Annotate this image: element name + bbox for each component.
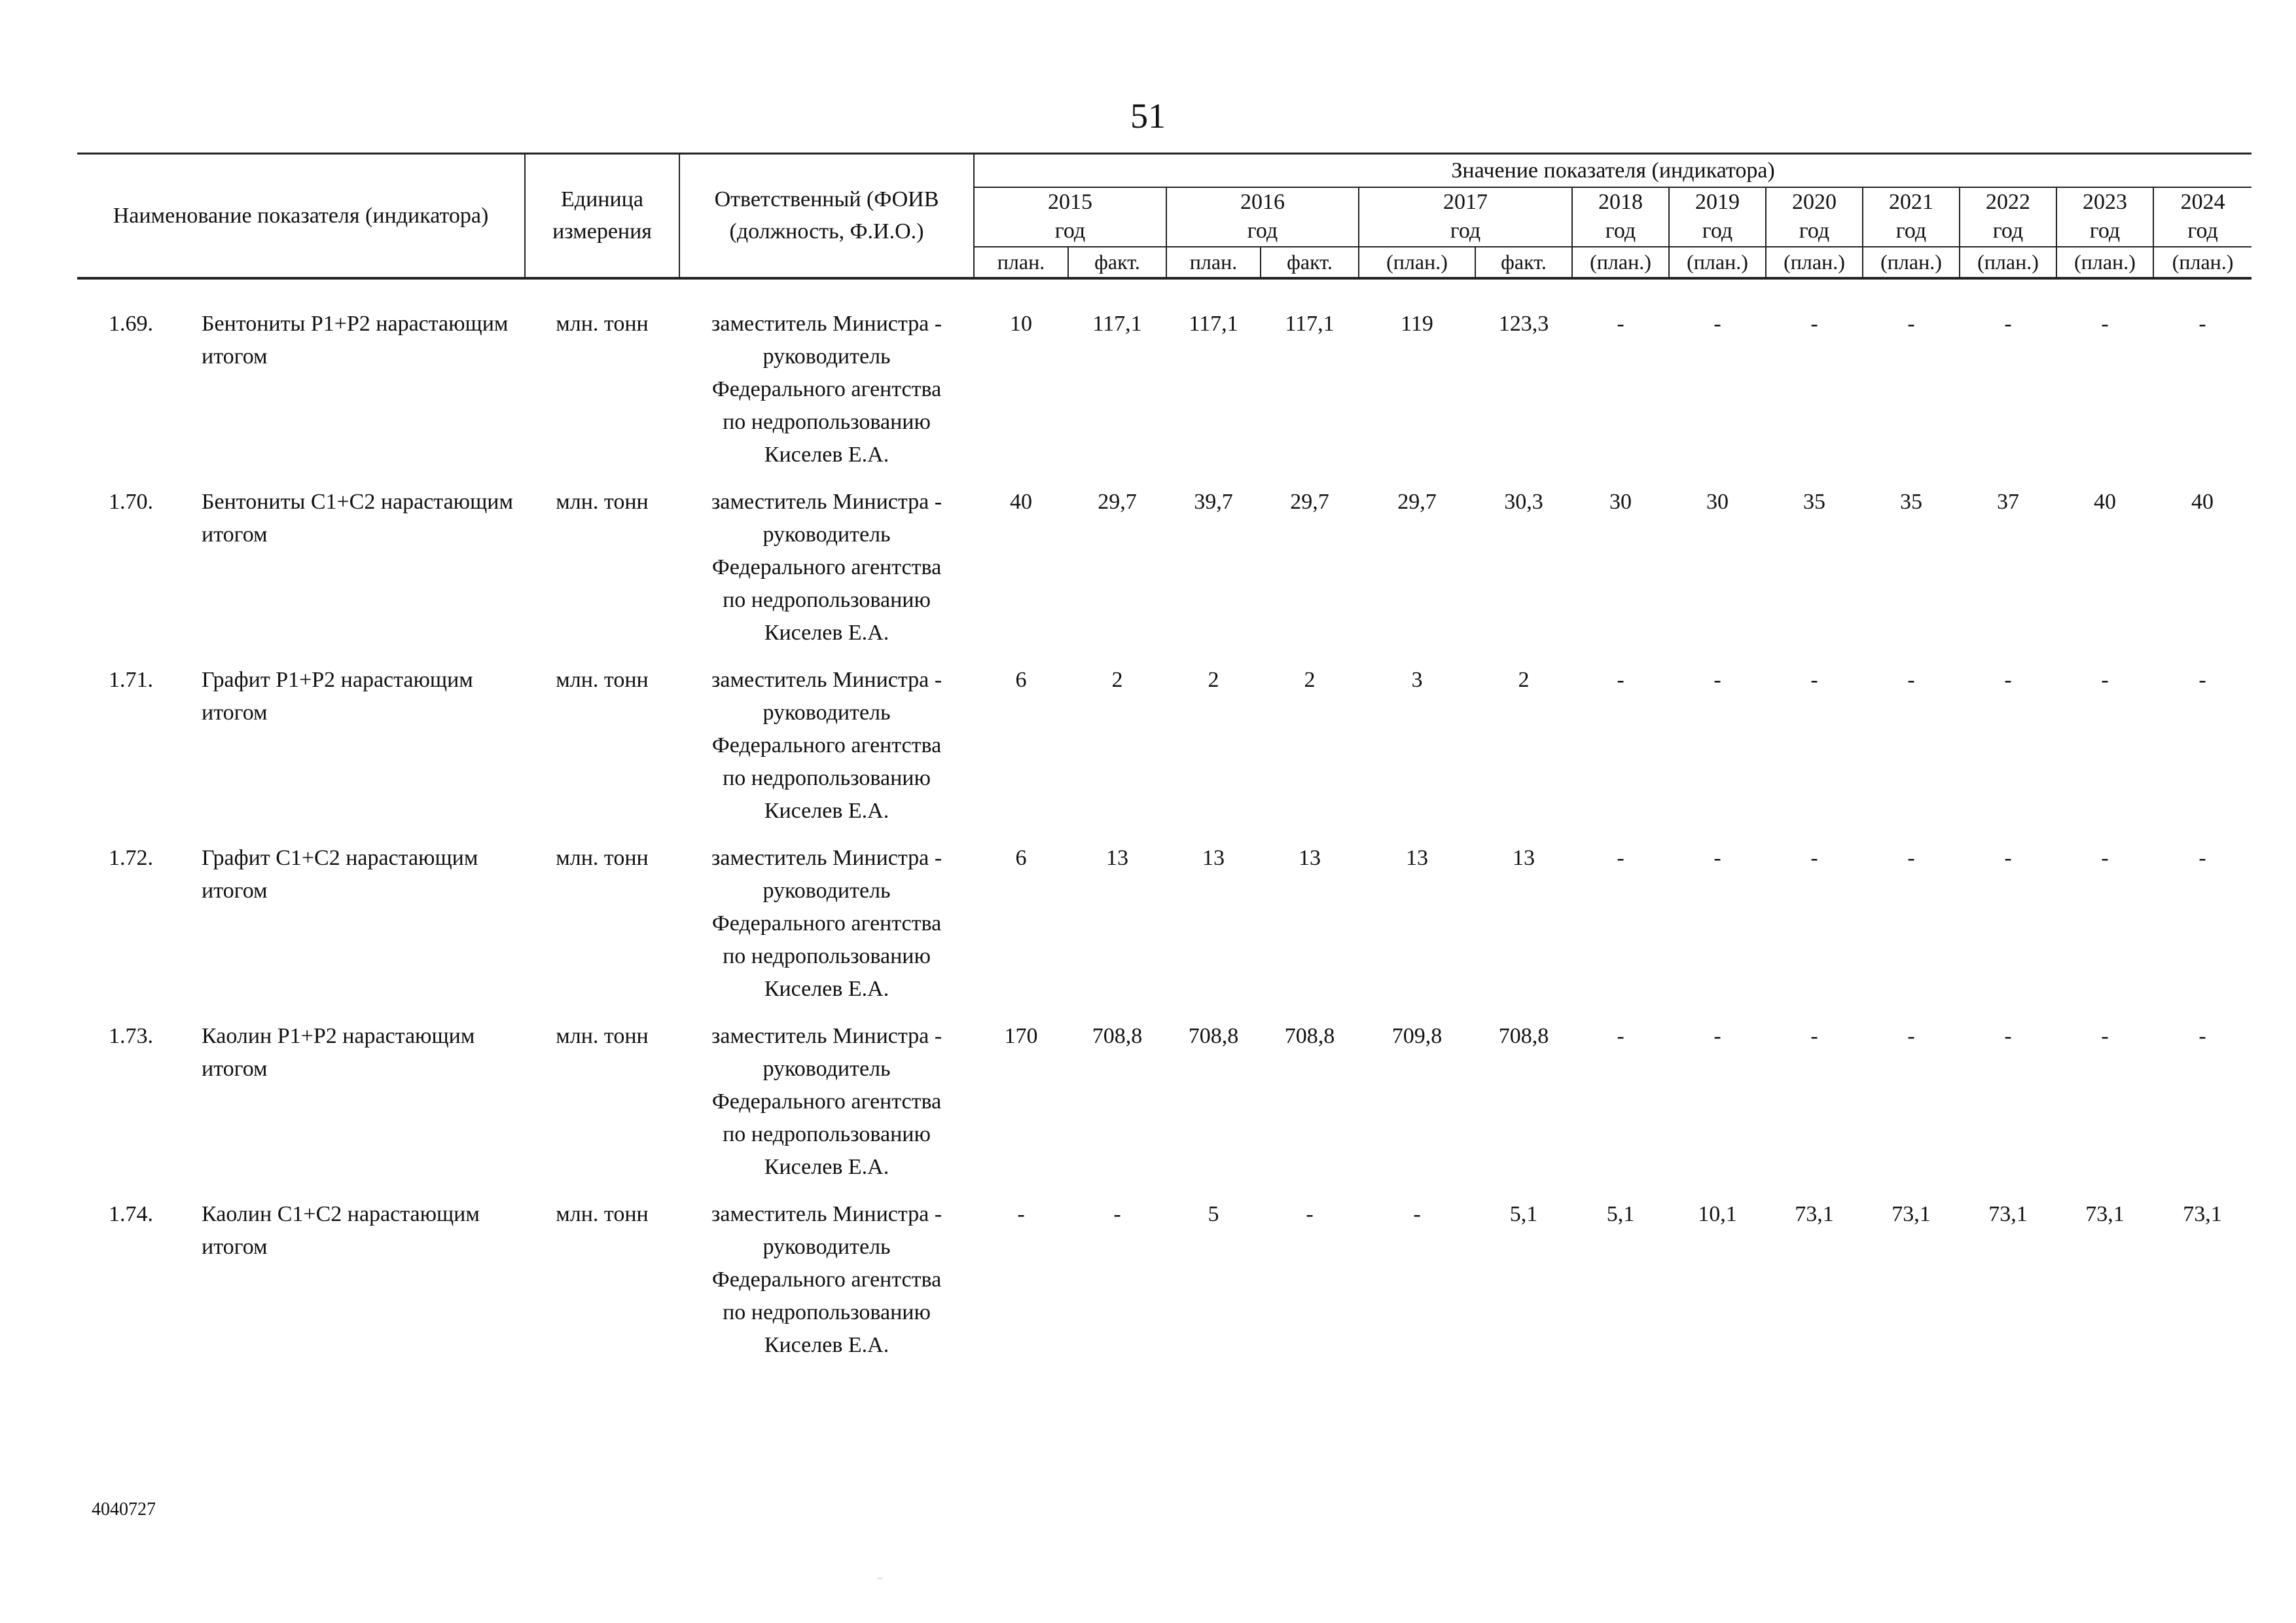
responsible-line: по недропользованию: [723, 1300, 931, 1324]
header-sub-2015-fact: факт.: [1068, 247, 1166, 278]
responsible-person: [679, 1020, 974, 1198]
indicator-value: -: [2004, 668, 2012, 692]
indicator-value: 13: [1106, 846, 1128, 870]
header-sub-2017-fact: факт.: [1475, 247, 1572, 278]
indicator-name: Графит C1+C2 нарастающим итогом: [202, 846, 478, 903]
indicator-value: 29,7: [1098, 490, 1137, 514]
indicator-value: -: [1713, 1024, 1721, 1048]
table-row: [77, 1020, 2251, 1198]
header-year-2021: 2021 год: [1863, 187, 1960, 246]
header-sub-2017-plan: (план.): [1359, 247, 1475, 278]
indicator-value: 35: [1803, 490, 1825, 514]
header-year-2016: 2016 год: [1166, 187, 1359, 246]
indicator-name: Бентониты P1+P2 нарастающим итогом: [202, 312, 509, 369]
responsible-person: [679, 308, 974, 486]
indicator-value: 2: [1518, 668, 1530, 692]
header-name-col: Наименование показателя (индикатора): [77, 154, 525, 278]
responsible-line: заместитель Министра -: [711, 1202, 942, 1226]
indicator-value: -: [1907, 846, 1915, 870]
responsible-line: Киселев Е.А.: [764, 1155, 889, 1179]
indicator-value: 13: [1513, 846, 1535, 870]
indicator-value: 40: [2191, 490, 2214, 514]
indicator-value: -: [1907, 1024, 1915, 1048]
responsible-line: заместитель Министра -: [711, 312, 942, 336]
responsible-line: по недропользованию: [723, 944, 931, 968]
responsible-line: по недропользованию: [723, 588, 931, 612]
indicator-value: 708,8: [1092, 1024, 1143, 1048]
indicator-value: 708,8: [1188, 1024, 1239, 1048]
responsible-line: Киселев Е.А.: [764, 1333, 889, 1357]
indicator-value: -: [1617, 668, 1624, 692]
scan-mark: [877, 1578, 882, 1579]
document-code: 4040727: [92, 1499, 156, 1520]
indicator-value: -: [1617, 846, 1624, 870]
table-header: [77, 153, 2251, 280]
indicator-value: -: [2004, 312, 2012, 336]
indicator-value: 73,1: [2183, 1202, 2222, 1226]
indicator-value: -: [1617, 1024, 1624, 1048]
indicator-name: Каолин C1+C2 нарастающим итогом: [202, 1202, 480, 1259]
responsible-person: [679, 664, 974, 842]
indicator-value: -: [2198, 1024, 2206, 1048]
responsible-line: по недропользованию: [723, 1122, 931, 1146]
indicator-value: 5,1: [1606, 1202, 1635, 1226]
indicator-value: 37: [1997, 490, 2019, 514]
indicator-value: -: [1810, 1024, 1818, 1048]
responsible-line: Киселев Е.А.: [764, 977, 889, 1001]
indicator-value: 10: [1010, 312, 1032, 336]
header-sub-2015-plan: план.: [974, 247, 1068, 278]
table-row: [77, 842, 2251, 1020]
page-number: 51: [1130, 96, 1166, 136]
indicator-value: -: [1713, 312, 1721, 336]
indicator-value: -: [2101, 312, 2109, 336]
header-year-2024: 2024 год: [2153, 187, 2251, 246]
indicator-value: 709,8: [1391, 1024, 1443, 1048]
indicator-value: 10,1: [1698, 1202, 1737, 1226]
indicator-value: 6: [1015, 846, 1027, 870]
row-number: 1.72.: [109, 846, 153, 870]
indicator-value: 35: [1900, 490, 1922, 514]
header-sub-2018-plan: (план.): [1572, 247, 1669, 278]
responsible-line: руководитель: [762, 344, 891, 369]
responsible-person: [679, 1198, 974, 1376]
unit-of-measure: млн. тонн: [556, 846, 649, 870]
indicator-value: 40: [1010, 490, 1032, 514]
indicator-value: 40: [2094, 490, 2116, 514]
header-year-2017: 2017 год: [1359, 187, 1572, 246]
indicator-name: Каолин P1+P2 нарастающим итогом: [202, 1024, 475, 1081]
indicator-value: -: [1713, 846, 1721, 870]
indicator-value: 30: [1706, 490, 1729, 514]
indicator-value: -: [2004, 1024, 2012, 1048]
indicator-value: -: [1617, 312, 1624, 336]
responsible-line: Федерального агентства: [711, 1267, 942, 1292]
responsible-line: Федерального агентства: [711, 377, 942, 401]
row-number: 1.73.: [109, 1024, 153, 1048]
indicator-value: -: [1810, 846, 1818, 870]
indicator-value: -: [1306, 1202, 1314, 1226]
row-number: 1.74.: [109, 1202, 153, 1226]
indicator-value: 117,1: [1285, 312, 1335, 336]
indicator-value: 123,3: [1498, 312, 1549, 336]
responsible-line: Федерального агентства: [711, 733, 942, 757]
indicator-value: -: [2101, 1024, 2109, 1048]
indicator-value: 29,7: [1290, 490, 1329, 514]
indicator-value: 708,8: [1284, 1024, 1335, 1048]
responsible-line: заместитель Министра -: [711, 490, 942, 514]
indicator-value: -: [1017, 1202, 1025, 1226]
row-number: 1.70.: [109, 490, 153, 514]
table-row: [77, 486, 2251, 664]
indicator-value: 170: [1004, 1024, 1038, 1048]
responsible-line: заместитель Министра -: [711, 846, 942, 870]
indicator-value: 5: [1208, 1202, 1219, 1226]
responsible-line: руководитель: [762, 522, 891, 547]
responsible-person: [679, 842, 974, 1020]
indicator-value: 73,1: [2085, 1202, 2125, 1226]
indicator-value: -: [1713, 668, 1721, 692]
indicator-value: -: [2101, 668, 2109, 692]
header-sub-2022-plan: (план.): [1960, 247, 2056, 278]
indicator-value: 13: [1406, 846, 1428, 870]
unit-of-measure: млн. тонн: [556, 312, 649, 336]
indicator-value: -: [1810, 312, 1818, 336]
header-resp-col: Ответственный (ФОИВ (должность, Ф.И.О.): [679, 154, 974, 278]
indicator-value: -: [2198, 846, 2206, 870]
header-sub-2021-plan: (план.): [1863, 247, 1960, 278]
unit-of-measure: млн. тонн: [556, 1024, 649, 1048]
row-number: 1.69.: [109, 312, 153, 336]
responsible-line: по недропользованию: [723, 766, 931, 790]
indicator-value: 13: [1202, 846, 1225, 870]
indicator-value: 30: [1609, 490, 1632, 514]
header-year-2019: 2019 год: [1669, 187, 1766, 246]
responsible-line: заместитель Министра -: [711, 668, 942, 692]
indicator-value: 117,1: [1189, 312, 1238, 336]
header-sub-2024-plan: (план.): [2153, 247, 2251, 278]
indicator-value: 73,1: [1892, 1202, 1931, 1226]
table-body: [77, 308, 2251, 1376]
responsible-line: руководитель: [762, 1057, 891, 1081]
indicator-value: 73,1: [1988, 1202, 2028, 1226]
responsible-line: Киселев Е.А.: [764, 443, 889, 467]
responsible-line: руководитель: [762, 701, 891, 725]
responsible-line: Киселев Е.А.: [764, 799, 889, 823]
responsible-line: Киселев Е.А.: [764, 621, 889, 645]
unit-of-measure: млн. тонн: [556, 668, 649, 692]
header-year-2022: 2022 год: [1960, 187, 2056, 246]
header-sub-2016-plan: план.: [1166, 247, 1261, 278]
responsible-line: Федерального агентства: [711, 1089, 942, 1114]
responsible-line: по недропользованию: [723, 410, 931, 434]
indicator-value: -: [1810, 668, 1818, 692]
indicator-value: 3: [1411, 668, 1423, 692]
indicator-value: -: [2101, 846, 2109, 870]
indicator-value: -: [1907, 668, 1915, 692]
unit-of-measure: млн. тонн: [556, 1202, 649, 1226]
header-year-2015: 2015 год: [974, 187, 1166, 246]
indicator-value: 73,1: [1795, 1202, 1834, 1226]
header-year-2020: 2020 год: [1766, 187, 1863, 246]
indicator-value: -: [2198, 312, 2206, 336]
indicator-value: 117,1: [1092, 312, 1142, 336]
indicator-value: 6: [1015, 668, 1027, 692]
indicator-value: -: [1907, 312, 1915, 336]
indicator-value: -: [2004, 846, 2012, 870]
indicator-value: 119: [1401, 312, 1433, 336]
responsible-line: Федерального агентства: [711, 555, 942, 579]
indicator-value: 708,8: [1498, 1024, 1549, 1048]
indicator-value: 30,3: [1504, 490, 1543, 514]
indicator-name: Бентониты C1+C2 нарастающим итогом: [202, 490, 513, 547]
header-year-2023: 2023 год: [2056, 187, 2153, 246]
indicator-value: 13: [1299, 846, 1321, 870]
indicator-value: 29,7: [1397, 490, 1437, 514]
table-row: [77, 1198, 2251, 1376]
indicator-value: -: [2198, 668, 2206, 692]
unit-of-measure: млн. тонн: [556, 490, 649, 514]
header-year-2018: 2018 год: [1572, 187, 1669, 246]
table-row: [77, 664, 2251, 842]
indicator-value: -: [1113, 1202, 1121, 1226]
indicator-value: 2: [1111, 668, 1123, 692]
indicator-value: 5,1: [1509, 1202, 1538, 1226]
responsible-person: [679, 486, 974, 664]
header-sub-2023-plan: (план.): [2056, 247, 2153, 278]
header-unit-col: Единица измерения: [525, 154, 679, 278]
header-group-title: Значение показателя (индикатора): [974, 154, 2251, 188]
indicator-value: 39,7: [1194, 490, 1233, 514]
indicator-value: -: [1413, 1202, 1421, 1226]
indicator-name: Графит P1+P2 нарастающим итогом: [202, 668, 473, 725]
table-row: [77, 308, 2251, 486]
responsible-line: руководитель: [762, 879, 891, 903]
row-number: 1.71.: [109, 668, 153, 692]
header-sub-2016-fact: факт.: [1261, 247, 1359, 278]
indicator-value: 2: [1304, 668, 1316, 692]
indicator-value: 2: [1208, 668, 1219, 692]
responsible-line: Федерального агентства: [711, 911, 942, 936]
responsible-line: заместитель Министра -: [711, 1024, 942, 1048]
responsible-line: руководитель: [762, 1235, 891, 1259]
header-sub-2019-plan: (план.): [1669, 247, 1766, 278]
header-sub-2020-plan: (план.): [1766, 247, 1863, 278]
